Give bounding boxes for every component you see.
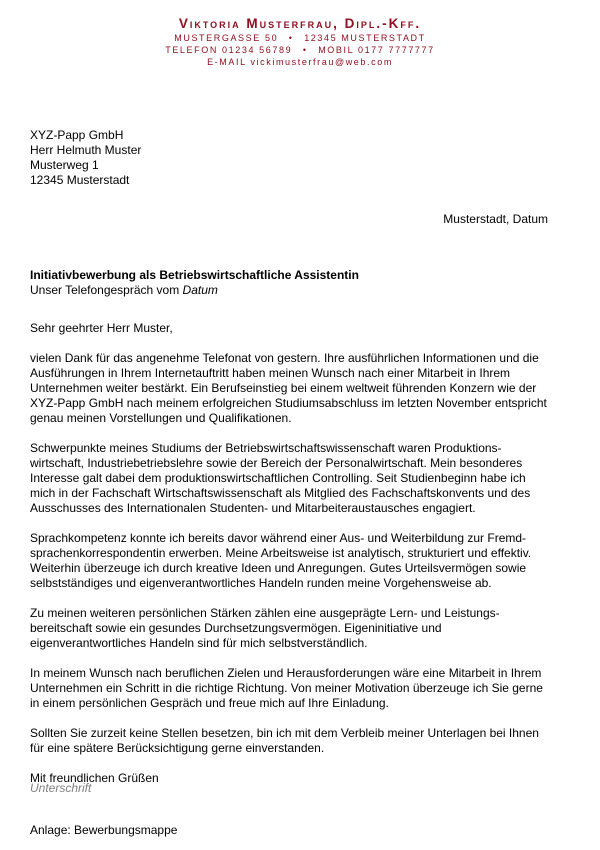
subject-title: Initiativbewerbung als Betriebswirtschaftliche Assistentin [30, 268, 359, 282]
paragraph-line: wirtschaft, Industriebetriebslehre sowie der Bereich der Personalwirtschaft. Mein besonderes [30, 456, 523, 470]
place-date: Musterstadt, Datum [443, 212, 548, 226]
paragraph-line: Interesse galt dabei dem produktionswirtschaftlichen Controlling. Seit Studienbeginn habe ich [30, 471, 526, 485]
paragraph [30, 351, 550, 426]
paragraph-line: bereitschaft sowie ein gesundes Durchsetzungsvermögen. Eigeninitiative und [30, 621, 442, 635]
enclosure-note: Anlage: Bewerbungsmappe [30, 823, 178, 837]
paragraph-line: Weiterhin überzeuge ich durch kreative Ideen und Anregungen. Gutes Urteilsvermögen sowie [30, 561, 527, 575]
sender-email-line [0, 56, 600, 68]
paragraph-line: vielen Dank für das angenehme Telefonat von gestern. Ihre ausführlichen Informationen und die [30, 351, 539, 365]
recipient-city: 12345 Musterstadt [30, 173, 130, 187]
reference-prefix: Unser Telefongespräch vom [30, 283, 183, 297]
paragraph-line: Ausführungen in Ihrem Internetauftritt haben meinen Wunsch nach einer Mitarbeit in Ihrem [30, 366, 511, 380]
sender-phone: TELEFON 01234 56789 [165, 45, 293, 55]
recipient-contact: Herr Helmuth Muster [30, 143, 142, 157]
paragraph-line: In meinem Wunsch nach beruflichen Zielen und Herausforderungen wäre eine Mitarbeit in Ihrem [30, 666, 542, 680]
paragraph-line: Sollten Sie zurzeit keine Stellen besetzen, bin ich mit dem Verbleib meiner Unterlagen bei Ihnen [30, 726, 539, 740]
paragraph-line: Unternehmen weiter bestärkt. Ein Berufseinstieg bei einem weltweit führenden Konzern wie der [30, 381, 537, 395]
recipient-company: XYZ-Papp GmbH [30, 128, 124, 142]
sender-address [0, 32, 600, 44]
sender-email: vickimusterfrau@web.com [250, 57, 393, 67]
separator-dot: • [288, 33, 294, 43]
paragraph-line: Schwerpunkte meines Studiums der Betriebswirtschaftswissenschaft waren Produktions- [30, 441, 502, 455]
sender-street: MUSTERGASSE 50 [174, 33, 279, 43]
paragraph-line: sprachenkorrespondentin erwerben. Meine Arbeitsweise ist analytisch, strukturiert und effektiv. [30, 546, 532, 560]
paragraph-line: eigenverantwortliches Handeln sind für mich selbstverständlich. [30, 636, 368, 650]
closing: Mit freundlichen Grüßen [30, 771, 159, 785]
paragraph [30, 726, 550, 756]
sender-name: Viktoria Musterfrau, Dipl.-Kff. [178, 16, 422, 31]
paragraph-line: in einem persönlichen Gespräch und freue mich auf Ihre Einladung. [30, 696, 389, 710]
paragraph [30, 441, 550, 516]
letter-body [30, 321, 550, 801]
sender-city: 12345 MUSTERSTADT [304, 33, 426, 43]
paragraph-line: XYZ-Papp GmbH nach meinem erfolgreichen Studiumsabschluss im letzten November entspricht [30, 396, 547, 410]
paragraph [30, 606, 550, 651]
paragraph-line: selbstständiges und eigenverantwortliches Handeln runden meine Vorgehensweise ab. [30, 576, 492, 590]
recipient-address [30, 128, 141, 188]
paragraph-line: Zu meinen weiteren persönlichen Stärken zählen eine ausgeprägte Lern- und Leistungs- [30, 606, 500, 620]
reference-date: Datum [182, 283, 218, 297]
paragraph [30, 531, 550, 591]
paragraph-line: Sprachkompetenz konnte ich bereits davor während einer Aus- und Weiterbildung zur Fremd- [30, 531, 527, 545]
paragraph-line: Ausschusses des Internationalen Studenten- und Mitarbeiteraustausches engagiert. [30, 501, 476, 515]
signature-placeholder: Unterschrift [30, 781, 92, 795]
salutation: Sehr geehrter Herr Muster, [30, 321, 173, 335]
letterhead [0, 15, 600, 68]
separator-dot: • [302, 45, 308, 55]
sender-phones [0, 44, 600, 56]
sender-email-label: E-MAIL [207, 57, 247, 67]
subject-block [30, 268, 359, 298]
paragraph-line: genau meinen Vorstellungen und Qualifikationen. [30, 411, 292, 425]
paragraph-line: Unternehmen ein Schritt in die richtige Richtung. Von meiner Motivation überzeuge ich Sie gerne [30, 681, 543, 695]
recipient-street: Musterweg 1 [30, 158, 99, 172]
paragraph-line: mich in der Fachschaft Wirtschaftswissenschaft als Mitglied des Fachschaftskonvents und des [30, 486, 531, 500]
subject-reference [30, 283, 359, 298]
paragraph [30, 666, 550, 711]
sender-mobile: MOBIL 0177 7777777 [318, 45, 435, 55]
paragraph-line: für eine spätere Berücksichtigung gerne einverstanden. [30, 741, 325, 755]
